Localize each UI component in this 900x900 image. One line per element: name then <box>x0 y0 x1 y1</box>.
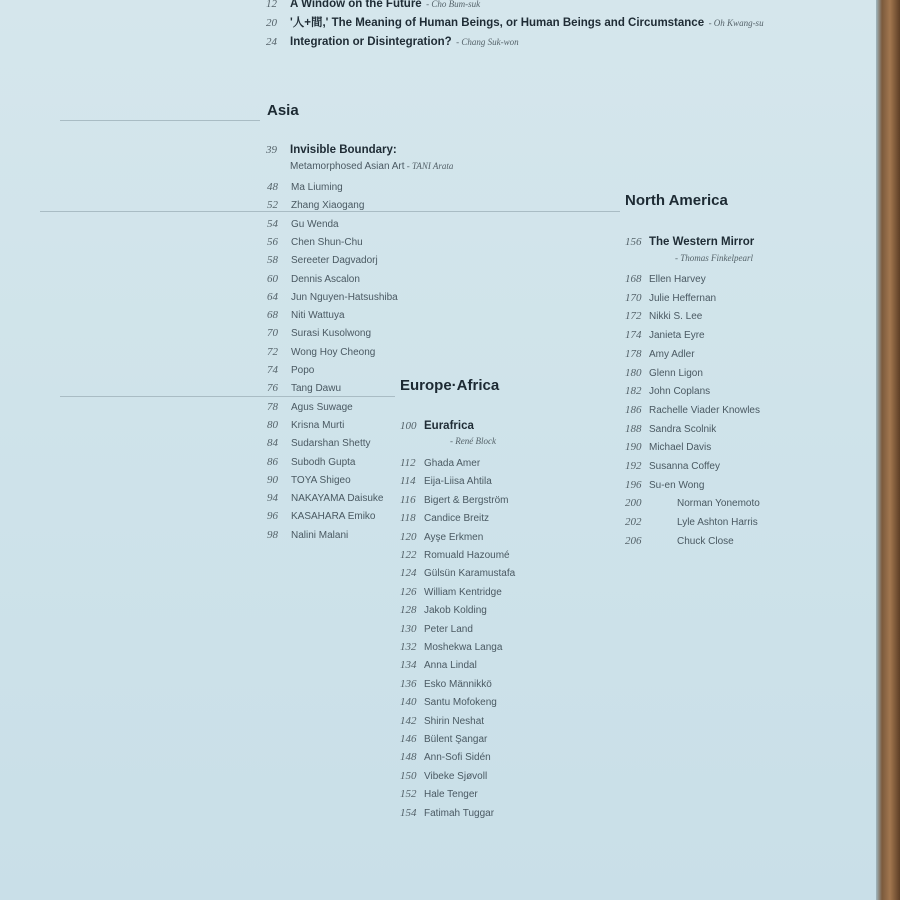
page-number: 148 <box>400 751 417 764</box>
page-number: 172 <box>625 310 642 323</box>
page-number: 146 <box>400 733 417 745</box>
north-america-essay <box>625 234 754 249</box>
artist-name: Dennis Ascalon <box>291 273 360 285</box>
artist-name: NAKAYAMA Daisuke <box>291 493 384 505</box>
page-number: 80 <box>267 418 278 431</box>
artist-entry <box>625 533 734 549</box>
essay-subtitle: Metamorphosed Asian Art <box>290 161 405 172</box>
artist-name: Ma Liuming <box>291 182 343 193</box>
artist-name: Wong Hoy Cheong <box>291 346 376 358</box>
page-number: 84 <box>267 437 278 450</box>
artist-name: Amy Adler <box>649 348 695 360</box>
artist-name: Krisna Murti <box>291 419 345 431</box>
artist-entry <box>267 435 371 451</box>
page-number: 136 <box>400 677 417 690</box>
page-number: 174 <box>625 329 642 342</box>
artist-entry <box>625 365 703 381</box>
artist-entry <box>400 657 477 673</box>
artist-entry <box>400 639 502 655</box>
artist-entry <box>625 402 760 418</box>
page-number: 58 <box>267 254 278 267</box>
artist-name: Janieta Eyre <box>649 330 705 342</box>
essay-title: Eurafrica <box>424 420 474 432</box>
page-number: 188 <box>625 422 642 435</box>
page-number: 112 <box>400 457 416 469</box>
artist-name: Romuald Hazoumé <box>424 550 510 561</box>
page-number: 60 <box>267 272 278 285</box>
artist-entry <box>267 179 343 195</box>
artist-entry <box>625 346 695 362</box>
page-number: 118 <box>400 512 416 525</box>
page-number: 114 <box>400 475 416 488</box>
artist-entry <box>625 458 720 474</box>
artist-entry <box>267 399 353 415</box>
artist-name: Norman Yonemoto <box>677 498 760 510</box>
page-number: 190 <box>625 441 642 454</box>
page-number: 52 <box>267 199 278 212</box>
section-heading-north-america: North America <box>625 192 728 209</box>
page-number: 78 <box>267 400 278 413</box>
artist-name: Nalini Malani <box>291 529 349 541</box>
artist-name: Subodh Gupta <box>291 456 356 468</box>
artist-entry <box>267 216 339 232</box>
artist-name: Sandra Scolnik <box>649 423 717 435</box>
artist-entry <box>400 749 491 765</box>
asia-essay <box>266 142 397 157</box>
artist-entry <box>267 344 375 360</box>
intro-entry <box>266 15 764 30</box>
page-number: 180 <box>625 366 642 379</box>
artist-entry <box>400 786 478 802</box>
artist-name: Julie Heffernan <box>649 292 717 304</box>
artist-entry <box>267 490 383 506</box>
artist-entry <box>400 713 484 729</box>
artist-entry <box>400 584 502 600</box>
artist-entry <box>267 289 398 305</box>
essay-author: - Cho Bum-suk <box>426 0 481 9</box>
artist-name: Chuck Close <box>677 535 734 547</box>
artist-entry <box>400 529 483 545</box>
artist-name: Gu Wenda <box>291 218 339 230</box>
artist-entry <box>625 477 704 493</box>
page-number: 126 <box>400 585 417 598</box>
artist-name: William Kentridge <box>424 586 502 598</box>
artist-entry <box>267 527 348 543</box>
page-number: 116 <box>400 493 416 506</box>
artist-name: Lyle Ashton Harris <box>677 517 758 529</box>
page-number: 132 <box>400 641 417 653</box>
section-heading-europe-africa: Europe·Africa <box>400 377 500 394</box>
essay-title: '人+間,' The Meaning of Human Beings, or Human Beings and Circumstance <box>290 17 705 29</box>
asia-essay-subtitle <box>290 161 453 172</box>
artist-entry <box>400 565 515 581</box>
section-rule-asia <box>60 120 260 121</box>
artist-entry <box>400 602 487 618</box>
artist-entry <box>625 439 711 455</box>
page-number: 186 <box>625 403 642 416</box>
artist-entry <box>400 676 492 692</box>
artist-name: Popo <box>291 365 315 376</box>
artist-name: Chen Shun-Chu <box>291 236 363 248</box>
page-number: 182 <box>625 385 642 398</box>
artist-name: Bigert & Bergström <box>424 494 509 506</box>
artist-entry <box>400 805 494 821</box>
artist-name: Bülent Şangar <box>424 734 488 745</box>
page-number: 170 <box>625 291 642 304</box>
page-number: 178 <box>625 347 642 360</box>
artist-entry <box>400 694 497 710</box>
artist-entry <box>267 197 364 213</box>
artist-entry <box>400 455 480 471</box>
artist-name: Moshekwa Langa <box>424 642 503 653</box>
artist-name: Agus Suwage <box>291 401 353 413</box>
artist-name: Su-en Wong <box>649 479 705 491</box>
artist-name: Zhang Xiaogang <box>291 200 365 212</box>
page-number: 154 <box>400 806 417 819</box>
artist-name: Gülsün Karamustafa <box>424 568 516 580</box>
artist-entry <box>625 290 716 306</box>
artist-entry <box>267 417 344 433</box>
artist-name: Ann-Sofi Sidén <box>424 752 491 764</box>
essay-author: - TANI Arata <box>406 161 454 171</box>
essay-title: Integration or Disintegration? <box>290 36 452 48</box>
essay-author: - Chang Suk-won <box>456 37 519 47</box>
page-number: 70 <box>267 327 278 340</box>
artist-entry <box>400 621 473 637</box>
page-number: 152 <box>400 788 417 801</box>
essay-title: A Window on the Future <box>290 0 422 10</box>
page-number: 98 <box>267 528 278 541</box>
page-number: 202 <box>625 516 642 529</box>
artist-entry <box>267 325 371 341</box>
page-number: 74 <box>267 364 278 376</box>
europe-africa-essay-author: - René Block <box>450 436 496 446</box>
page-number: 156 <box>625 236 642 248</box>
page-number: 200 <box>625 497 642 510</box>
page-number: 68 <box>267 309 278 322</box>
artist-name: Niti Wattuya <box>291 310 345 322</box>
page-number: 168 <box>625 273 642 285</box>
page-number: 90 <box>267 473 278 486</box>
artist-entry <box>625 308 702 324</box>
page-number: 130 <box>400 622 417 635</box>
page-number: 196 <box>625 478 642 491</box>
page-edge <box>876 0 900 900</box>
artist-entry <box>625 271 706 287</box>
page-number: 76 <box>267 382 278 395</box>
artist-name: Shirin Neshat <box>424 715 485 727</box>
artist-name: Glenn Ligon <box>649 367 703 379</box>
page-number: 142 <box>400 714 417 727</box>
artist-name: Susanna Coffey <box>649 461 720 472</box>
page-number: 39 <box>266 144 277 156</box>
artist-name: Nikki S. Lee <box>649 311 703 323</box>
artist-name: Michael Davis <box>649 442 712 454</box>
page-number: 72 <box>267 345 278 358</box>
page-number: 94 <box>267 492 278 505</box>
artist-entry <box>625 514 758 530</box>
page-number: 96 <box>267 510 278 523</box>
essay-author: - Oh Kwang-su <box>708 18 764 28</box>
page-number: 206 <box>625 534 642 547</box>
intro-entry <box>266 0 480 11</box>
artist-name: Ellen Harvey <box>649 274 706 285</box>
artist-entry <box>267 271 360 287</box>
artist-entry <box>400 510 489 526</box>
page-number: 54 <box>267 217 278 230</box>
page-number: 128 <box>400 604 417 617</box>
essay-title: Invisible Boundary: <box>290 144 397 156</box>
page-number: 86 <box>267 455 278 468</box>
artist-name: Jakob Kolding <box>424 605 487 617</box>
page-number: 122 <box>400 549 417 561</box>
artist-name: Surasi Kusolwong <box>291 328 372 340</box>
artist-entry <box>267 252 378 268</box>
artist-entry <box>625 383 710 399</box>
artist-name: John Coplans <box>649 386 711 398</box>
artist-name: Ghada Amer <box>424 458 481 469</box>
artist-name: Rachelle Viader Knowles <box>649 404 760 416</box>
artist-entry <box>267 508 375 524</box>
page-number: 20 <box>266 17 277 29</box>
artist-name: Fatimah Tuggar <box>424 807 495 819</box>
north-america-essay-author: - Thomas Finkelpearl <box>675 253 753 263</box>
page-number: 56 <box>267 235 278 248</box>
page-number: 12 <box>266 0 277 10</box>
page-number: 150 <box>400 769 417 782</box>
artist-name: Esko Männikkö <box>424 678 492 690</box>
artist-name: Anna Lindal <box>424 660 477 672</box>
page-number: 134 <box>400 659 417 672</box>
artist-entry <box>267 454 356 470</box>
artist-entry <box>400 768 487 784</box>
intro-entry <box>266 34 519 49</box>
artist-name: Jun Nguyen-Hatsushiba <box>291 291 398 303</box>
page-number: 120 <box>400 530 417 543</box>
artist-entry <box>267 380 341 396</box>
page-number: 48 <box>267 181 278 193</box>
artist-entry <box>400 547 510 563</box>
page-number: 124 <box>400 567 417 580</box>
artist-name: KASAHARA Emiko <box>291 511 376 523</box>
artist-name: Vibeke Sjøvoll <box>424 770 488 782</box>
artist-entry <box>400 492 508 508</box>
artist-name: TOYA Shigeo <box>291 474 351 486</box>
artist-entry <box>625 327 705 343</box>
page-number: 192 <box>625 460 642 472</box>
artist-name: Sereeter Dagvadorj <box>291 255 378 267</box>
page-number: 100 <box>400 420 417 432</box>
artist-entry <box>625 421 716 437</box>
section-rule-europe-africa <box>60 396 395 397</box>
page-number: 64 <box>267 290 278 303</box>
page-number: 140 <box>400 696 417 709</box>
section-heading-asia: Asia <box>267 102 299 119</box>
artist-name: Tang Dawu <box>291 383 342 395</box>
artist-entry <box>267 362 314 378</box>
europe-africa-essay <box>400 418 474 433</box>
artist-name: Ayşe Erkmen <box>424 531 484 543</box>
artist-name: Sudarshan Shetty <box>291 438 371 450</box>
artist-entry <box>267 234 363 250</box>
artist-name: Santu Mofokeng <box>424 697 497 709</box>
page-number: 24 <box>266 36 277 48</box>
artist-name: Peter Land <box>424 623 473 635</box>
artist-name: Candice Breitz <box>424 513 490 525</box>
essay-title: The Western Mirror <box>649 236 755 248</box>
artist-entry <box>267 307 345 323</box>
artist-entry <box>267 472 351 488</box>
artist-entry <box>400 473 492 489</box>
artist-entry <box>625 495 760 511</box>
artist-name: Hale Tenger <box>424 789 478 801</box>
artist-entry <box>400 731 487 747</box>
artist-name: Eija-Liisa Ahtila <box>424 476 492 488</box>
